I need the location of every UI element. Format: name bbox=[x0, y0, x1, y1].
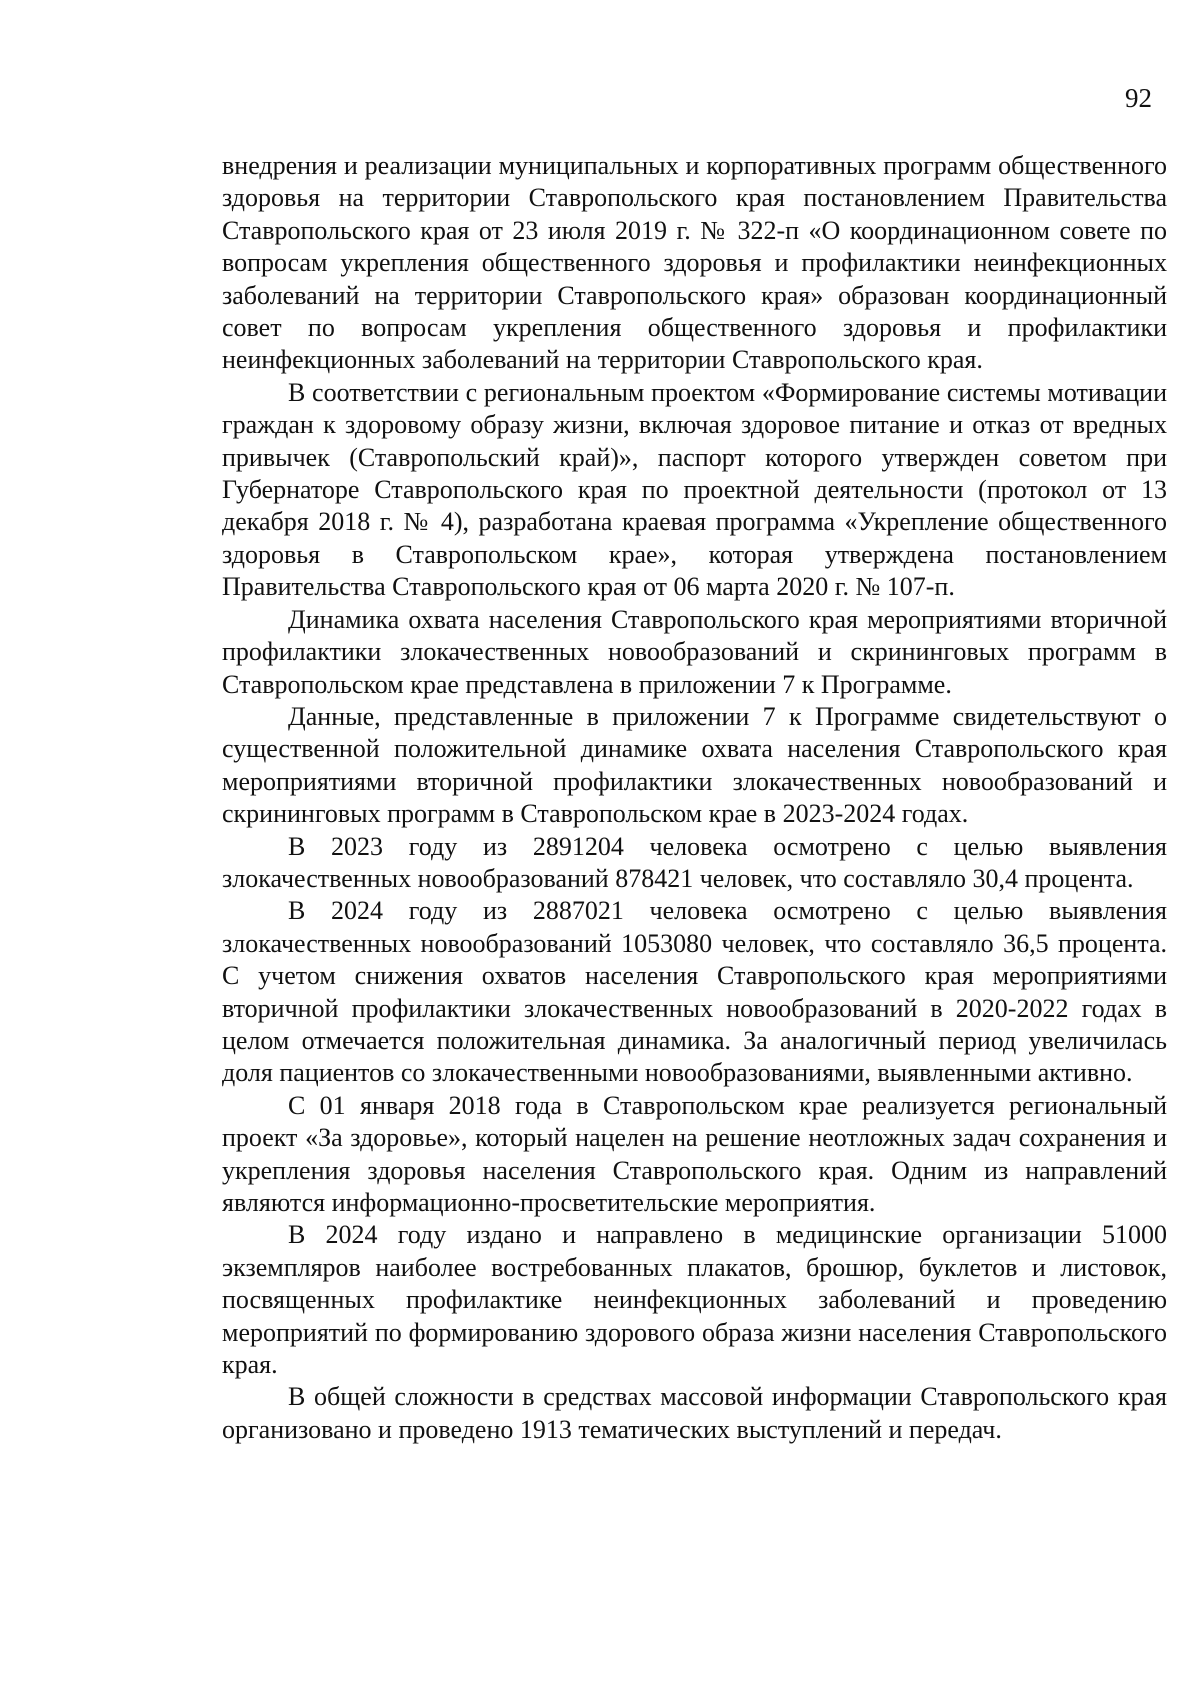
paragraph-9: В общей сложности в средствах массовой информации Ставропольского края организовано и проведено 1913 тематических выступлений и передач. bbox=[222, 1382, 1167, 1444]
paragraph-7: С 01 января 2018 года в Ставропольском крае реализуется региональный проект «За здоровье», который нацелен на решение неотложных задач сохранения и укрепления здоровья населения Ставропольского края. Одним из направлений являются информационно-просветительские мероприятия. bbox=[222, 1090, 1167, 1217]
paragraph-2: В соответствии с региональным проектом «Формирование системы мотивации граждан к здоровому образу жизни, включая здоровое питание и отказ от вредных привычек (Ставропольский край)», паспорт которого утвержден советом при Губернаторе Ставропольского края по проектной деятельности (протокол от 13 декабря 2018 г. № 4), разработана краевая программа «Укрепление общественного здоровья в Ставропольском крае», которая утверждена постановлением Правительства Ставропольского края от 06 марта 2020 г. № 107-п. bbox=[222, 377, 1167, 602]
body-text bbox=[222, 150, 1167, 1446]
paragraph-8: В 2024 году издано и направлено в медицинские организации 51000 экземпляров наиболее востребованных плакатов, брошюр, буклетов и листовок, посвященных профилактике неинфекционных заболеваний и проведению мероприятий по формированию здорового образа жизни населения Ставропольского края. bbox=[222, 1220, 1167, 1380]
paragraph-5: В 2023 году из 2891204 человека осмотрено с целью выявления злокачественных новообразований 878421 человек, что составляло 30,4 процента. bbox=[222, 831, 1167, 893]
page-number: 92 bbox=[1125, 83, 1152, 113]
paragraph-1: внедрения и реализации муниципальных и корпоративных программ общественного здоровья на территории Ставропольского края постановлением Правительства Ставропольского края от 23 июля 2019 г. № 322-п «О координационном совете по вопросам укрепления общественного здоровья и профилактики неинфекционных заболеваний на территории Ставропольского края» образован координационный совет по вопросам укрепления общественного здоровья и профилактики неинфекционных заболеваний на территории Ставропольского края. bbox=[222, 151, 1167, 375]
paragraph-6: В 2024 году из 2887021 человека осмотрено с целью выявления злокачественных новообразований 1053080 человек, что составляло 36,5 процента. С учетом снижения охватов населения Ставропольского края мероприятиями вторичной профилактики злокачественных новообразований в 2020-2022 годах в целом отмечается положительная динамика. За аналогичный период увеличилась доля пациентов со злокачественными новообразованиями, выявленными активно. bbox=[222, 896, 1167, 1088]
paragraph-3: Динамика охвата населения Ставропольского края мероприятиями вторичной профилактики злокачественных новообразований и скрининговых программ в Ставропольском крае представлена в приложении 7 к Программе. bbox=[222, 604, 1167, 699]
paragraph-4: Данные, представленные в приложении 7 к Программе свидетельствуют о существенной положительной динамике охвата населения Ставропольского края мероприятиями вторичной профилактики злокачественных новообразований и скрининговых программ в Ставропольском крае в 2023-2024 годах. bbox=[222, 701, 1167, 829]
